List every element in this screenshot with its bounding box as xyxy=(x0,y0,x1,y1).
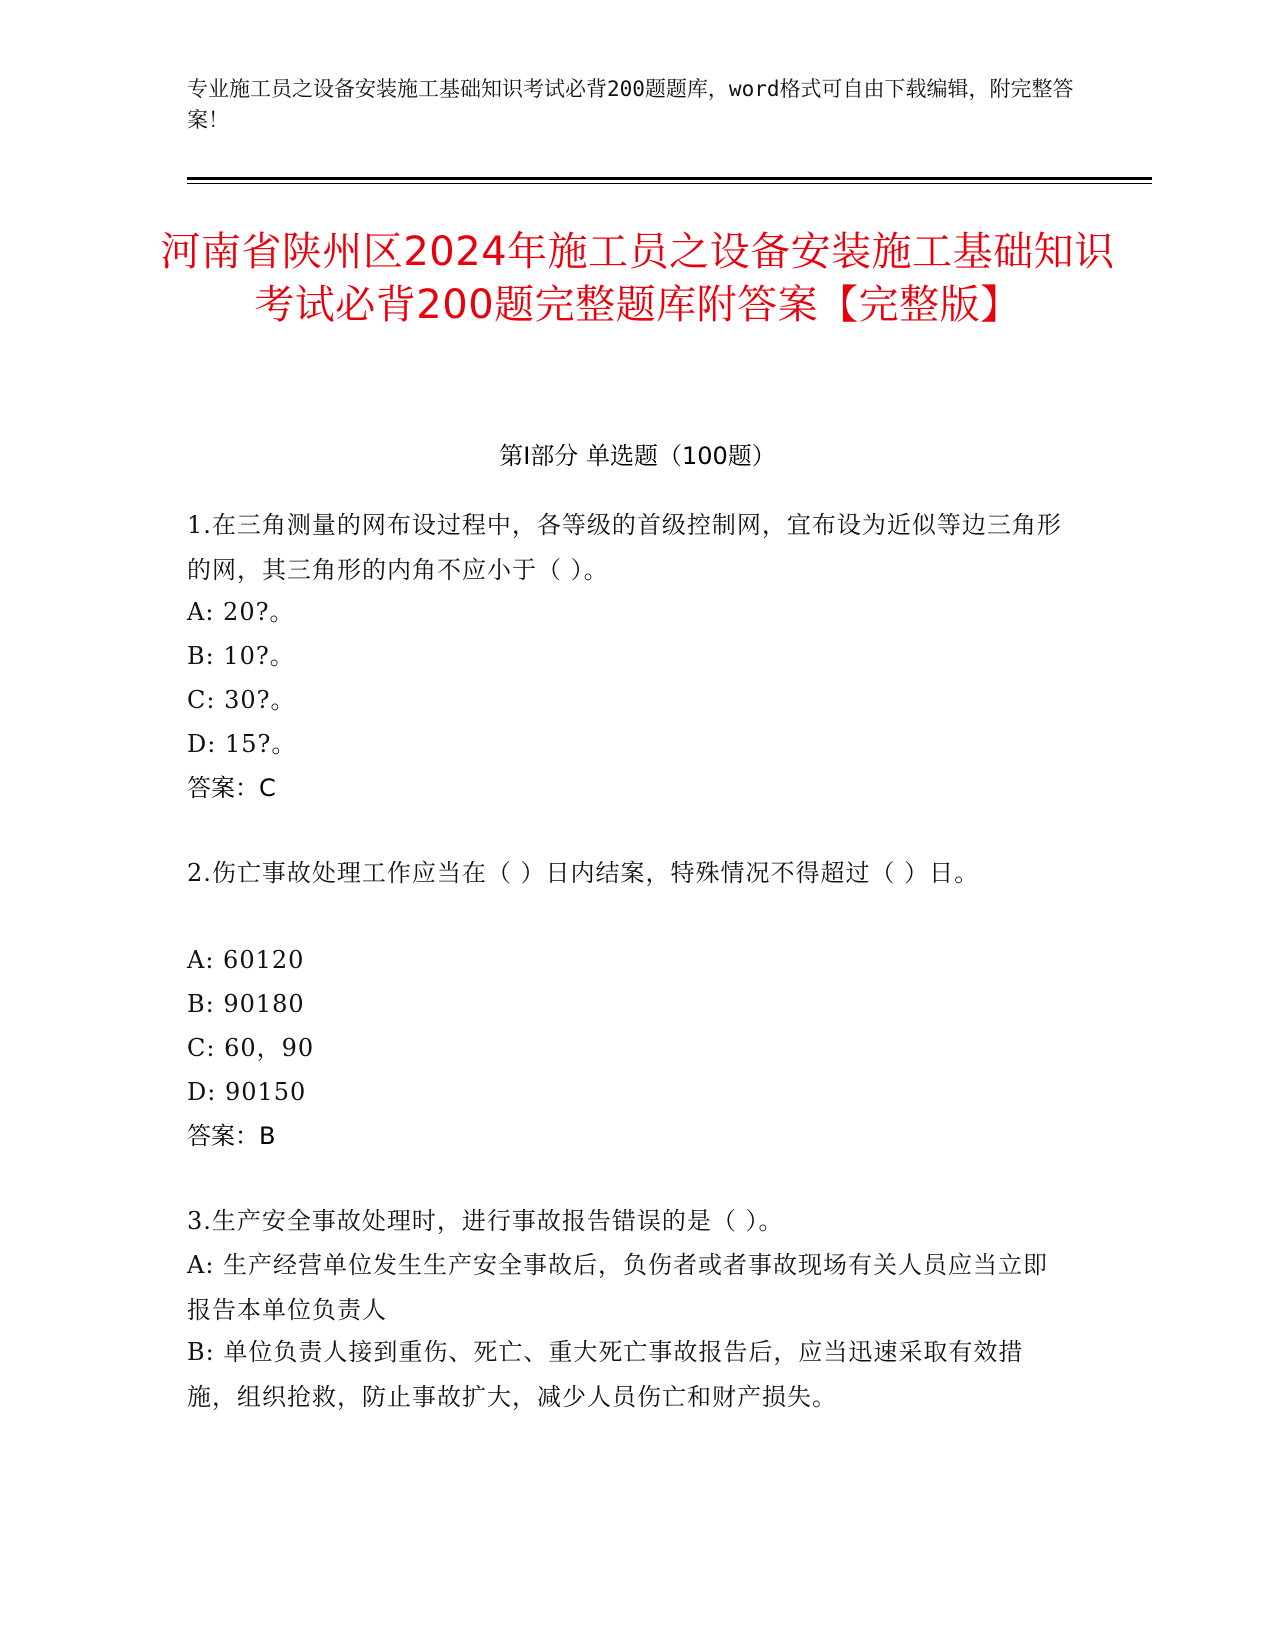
question-text: 2.伤亡事故处理工作应当在（ ）日内结案，特殊情况不得超过（ ）日。 xyxy=(187,859,980,887)
question-option: D: 15?。 xyxy=(187,730,297,758)
question-option: A: 20?。 xyxy=(187,598,295,626)
question-option: B: 单位负责人接到重伤、死亡、重大死亡事故报告后，应当迅速采取有效措施，组织抢救，防止事故扩大，减少人员伤亡和财产损失。 xyxy=(187,1338,1024,1411)
section-heading: 第Ⅰ部分 单选题（100题） xyxy=(499,442,776,470)
question-text: 1.在三角测量的网布设过程中，各等级的首级控制网，宜布设为近似等边三角形的网，其三角形的内角不应小于（ ）。 xyxy=(187,511,1062,584)
header-note: 专业施工员之设备安装施工基础知识考试必背200题题库，word格式可自由下载编辑，附完整答案！ xyxy=(187,77,1074,132)
answer-line: 答案：C xyxy=(187,774,276,802)
question-option: D: 90150 xyxy=(187,1078,307,1106)
document-title: 河南省陕州区2024年施工员之设备安装施工基础知识考试必背200题完整题库附答案【完整版】 xyxy=(160,229,1115,328)
answer-line: 答案：B xyxy=(187,1122,276,1150)
question-option: A: 60120 xyxy=(187,946,305,974)
header-rule-thick xyxy=(187,177,1152,180)
question-option: C: 30?。 xyxy=(187,686,296,714)
question-option: B: 90180 xyxy=(187,990,305,1018)
question-option: B: 10?。 xyxy=(187,642,295,670)
question-option: A: 生产经营单位发生生产安全事故后，负伤者或者事故现场有关人员应当立即报告本单位负责人 xyxy=(187,1251,1049,1324)
header-rule-thin xyxy=(187,183,1152,184)
question-text: 3.生产安全事故处理时，进行事故报告错误的是（ ）。 xyxy=(187,1207,784,1235)
question-option: C: 60，90 xyxy=(187,1034,315,1062)
